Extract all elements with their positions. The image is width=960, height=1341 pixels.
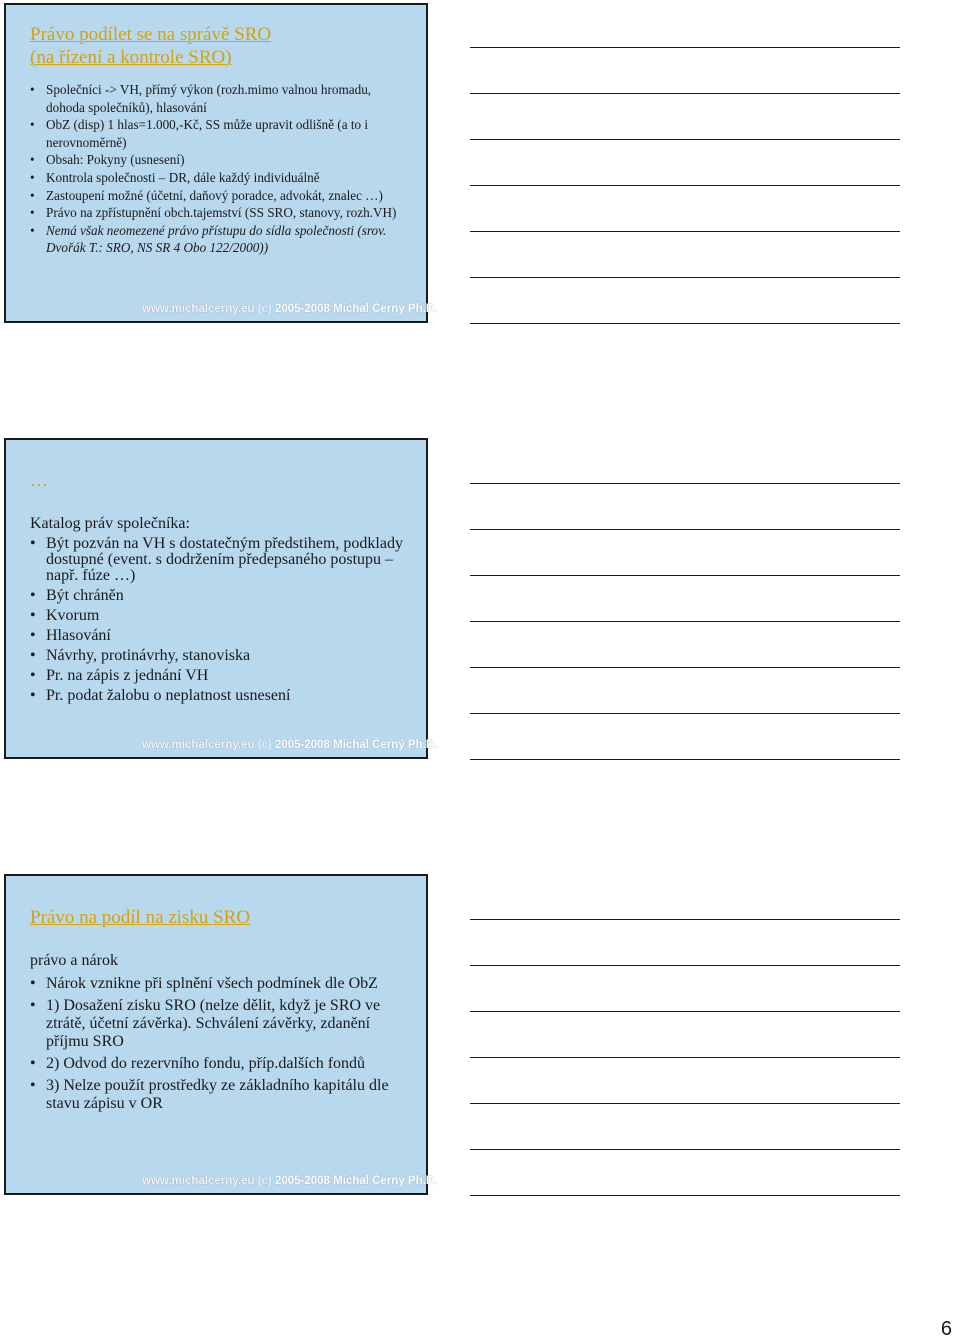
bullet-item: • 1) Dosažení zisku SRO (nelze dělit, když je SRO ve ztrátě, účetní závěrka). Schválení závěrky, zdanění příjmu SRO [28, 997, 412, 1051]
bullet-item: • Být pozván na VH s dostatečným předstihem, podklady dostupné (event. s dodržením předepsaného postupu – např. fúze …) [28, 536, 412, 584]
bullet-item: • Být chráněn [28, 588, 412, 604]
bullet-item: • Obsah: Pokyny (usnesení) [28, 151, 412, 169]
notes-line [470, 1195, 900, 1196]
notes-line [470, 1057, 900, 1058]
slide-1-title-line-2: (na řízení a kontrole SRO) [30, 47, 232, 68]
slide-1 [4, 3, 438, 323]
bullet-item: • ObZ (disp) 1 hlas=1.000,-Kč, SS může upravit odlišně (a to i nerovnoměrně) [28, 116, 412, 151]
bullet-item: • Hlasování [28, 628, 412, 644]
bullet-item: • Právo na zpřístupnění obch.tajemství (SS SRO, stanovy, rozh.VH) [28, 204, 412, 222]
bullet-item: • Kontrola společnosti – DR, dále každý individuálně [28, 169, 412, 187]
slide-2-subhead: Katalog práv společníka: [30, 515, 190, 532]
notes-line [470, 759, 900, 760]
bullet-item: • Nemá však neomezené právo přístupu do sídla společnosti (srov. Dvořák T.: SRO, NS SR 4 Obo 122/2000)) [28, 222, 412, 257]
footer-url: www.michalcerny.eu [142, 303, 255, 315]
notes-line [470, 47, 900, 48]
slide-3-bullet-list [28, 975, 412, 1117]
footer-copyright-symbol: (c) [257, 1175, 272, 1187]
notes-line [470, 667, 900, 668]
slide-1-footer [142, 299, 438, 319]
bullet-item: • Zastoupení možné (účetní, daňový poradce, advokát, znalec …) [28, 187, 412, 205]
bullet-item: • Nárok vznikne při splnění všech podmínek dle ObZ [28, 975, 412, 993]
page-number: 6 [940, 1318, 952, 1340]
bullet-item: • 3) Nelze použít prostředky ze základního kapitálu dle stavu zápisu v OR [28, 1077, 412, 1113]
bullet-item: • Pr. na zápis z jednání VH [28, 668, 412, 684]
slide-3-footer [142, 1171, 438, 1191]
bullet-item: • Návrhy, protinávrhy, stanoviska [28, 648, 412, 664]
footer-url: www.michalcerny.eu [142, 1175, 255, 1187]
slide-2 [4, 438, 438, 759]
notes-line [470, 483, 900, 484]
footer-copyright: 2005-2008 Michal Černý Ph.D. [274, 739, 438, 751]
notes-line [470, 277, 900, 278]
notes-line [470, 713, 900, 714]
notes-line [470, 575, 900, 576]
footer-url: www.michalcerny.eu [142, 739, 255, 751]
slide-3-title-line-1: Právo na podíl na zisku SRO [30, 907, 251, 928]
notes-line [470, 93, 900, 94]
slide-2-footer [142, 735, 438, 755]
bullet-item: • Společníci -> VH, přímý výkon (rozh.mimo valnou hromadu, dohoda společníků), hlasování [28, 81, 412, 116]
notes-line [470, 1103, 900, 1104]
slide-3 [4, 874, 438, 1195]
slide-3-subhead: právo a nárok [30, 952, 118, 969]
bullet-item: • 2) Odvod do rezervního fondu, příp.dalších fondů [28, 1055, 412, 1073]
slide-1-title-line-1: Právo podílet se na správě SRO [30, 24, 272, 45]
footer-copyright: 2005-2008 Michal Černý Ph.D. [274, 303, 438, 315]
footer-copyright: 2005-2008 Michal Černý Ph.D. [274, 1175, 438, 1187]
notes-line [470, 965, 900, 966]
bullet-item: • Kvorum [28, 608, 412, 624]
notes-line [470, 1149, 900, 1150]
notes-line [470, 529, 900, 530]
bullet-item: • Pr. podat žalobu o neplatnost usnesení [28, 688, 412, 704]
footer-copyright-symbol: (c) [257, 303, 272, 315]
footer-copyright-symbol: (c) [257, 739, 272, 751]
notes-line [470, 323, 900, 324]
slide-3-title [30, 906, 250, 929]
notes-line [470, 621, 900, 622]
notes-line [470, 185, 900, 186]
slide-2-ellipsis: … [30, 470, 48, 490]
notes-line [470, 1011, 900, 1012]
slide-2-bullet-list [28, 536, 412, 708]
notes-line [470, 231, 900, 232]
slide-1-title [30, 23, 271, 69]
slide-1-bullet-list [28, 81, 412, 257]
notes-line [470, 919, 900, 920]
notes-line [470, 139, 900, 140]
